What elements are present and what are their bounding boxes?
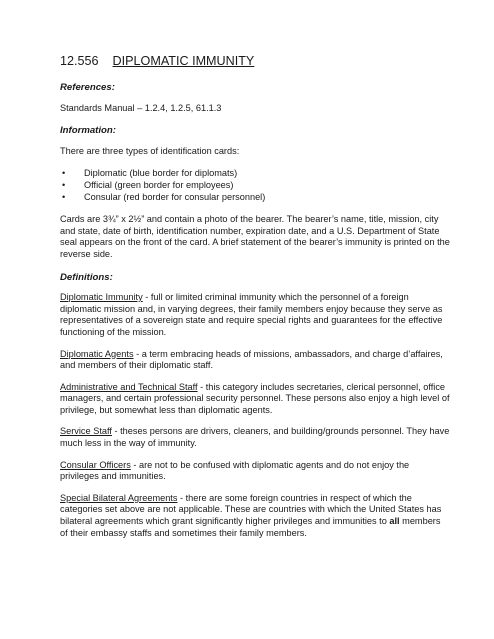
list-item <box>60 168 450 180</box>
definition-service-staff <box>60 426 450 449</box>
definition-term: Consular Officers <box>60 459 131 470</box>
document-title <box>60 54 450 69</box>
bullet-icon: • <box>62 179 66 190</box>
definition-term: Diplomatic Immunity <box>60 292 143 303</box>
definition-term: Special Bilateral Agreements <box>60 492 178 503</box>
definition-text: - full or limited criminal immunity which the personnel of a foreign diplomatic mission and, in varying degrees, their family members enjoy because they serve as representatives of a sovereign state and require special rights and guarantees for the effective functioning of the mission. <box>60 292 443 337</box>
information-heading: Information: <box>60 125 116 137</box>
definition-diplomatic-immunity <box>60 292 450 338</box>
information-intro: There are three types of identification cards: <box>60 145 240 156</box>
list-item-text: Diplomatic (blue border for diplomats) <box>84 168 238 179</box>
definition-text: - there are some foreign countries in respect of which the categories set above are not applicable. These are countries with which the United States has bilateral agreements which grant significantly higher privileges and immunities to <box>60 492 442 527</box>
definition-consular-officers <box>60 460 450 483</box>
emphasis-text: all <box>389 516 400 527</box>
list-item <box>60 180 450 192</box>
definition-text: - a term embracing heads of missions, ambassadors, and charge d’affaires, and members of their diplomatic staff. <box>60 348 443 371</box>
section-title: DIPLOMATIC IMMUNITY <box>112 54 255 68</box>
definition-diplomatic-agents <box>60 349 450 372</box>
cards-description: Cards are 3¾” x 2½” and contain a photo of the bearer. The bearer’s name, title, mission, city and state, date of birth, identification number, expiration date, and a U.S. Department of State seal appears on the front of the card. A brief statement of the bearer’s immunity is printed on the reverse side. <box>60 214 450 259</box>
references-text: Standards Manual – 1.2.4, 1.2.5, 61.1.3 <box>60 102 222 113</box>
definition-text: - are not to be confused with diplomatic agents and do not enjoy the privileges and immunities. <box>60 459 410 482</box>
definition-term: Service Staff <box>60 426 112 437</box>
section-number: 12.556 <box>60 54 99 68</box>
bullet-icon: • <box>62 168 66 179</box>
list-item-text: Official (green border for employees) <box>84 179 234 190</box>
list-item-text: Consular (red border for consular personnel) <box>84 191 266 202</box>
list-item <box>60 192 450 204</box>
definition-text-continued: members of their embassy staffs and sometimes their family members. <box>60 516 441 538</box>
card-types-list <box>60 168 450 203</box>
references-heading: References: <box>60 82 115 93</box>
document-page <box>60 54 450 549</box>
definition-text: - this category includes secretaries, clerical personnel, office managers, and certain professional security personnel. These persons also enjoy a high level of privilege, but somewhat less than diplomatic agents. <box>60 381 450 415</box>
bullet-icon: • <box>62 191 66 202</box>
definition-term: Diplomatic Agents <box>60 348 134 359</box>
definition-text: - theses persons are drivers, cleaners, and building/grounds personnel. They have much less in the way of immunity. <box>60 426 450 449</box>
definition-special-bilateral-agreements <box>60 493 450 539</box>
definition-term: Administrative and Technical Staff <box>60 381 198 392</box>
definition-admin-technical-staff <box>60 382 450 417</box>
definitions-heading: Definitions: <box>60 271 113 283</box>
